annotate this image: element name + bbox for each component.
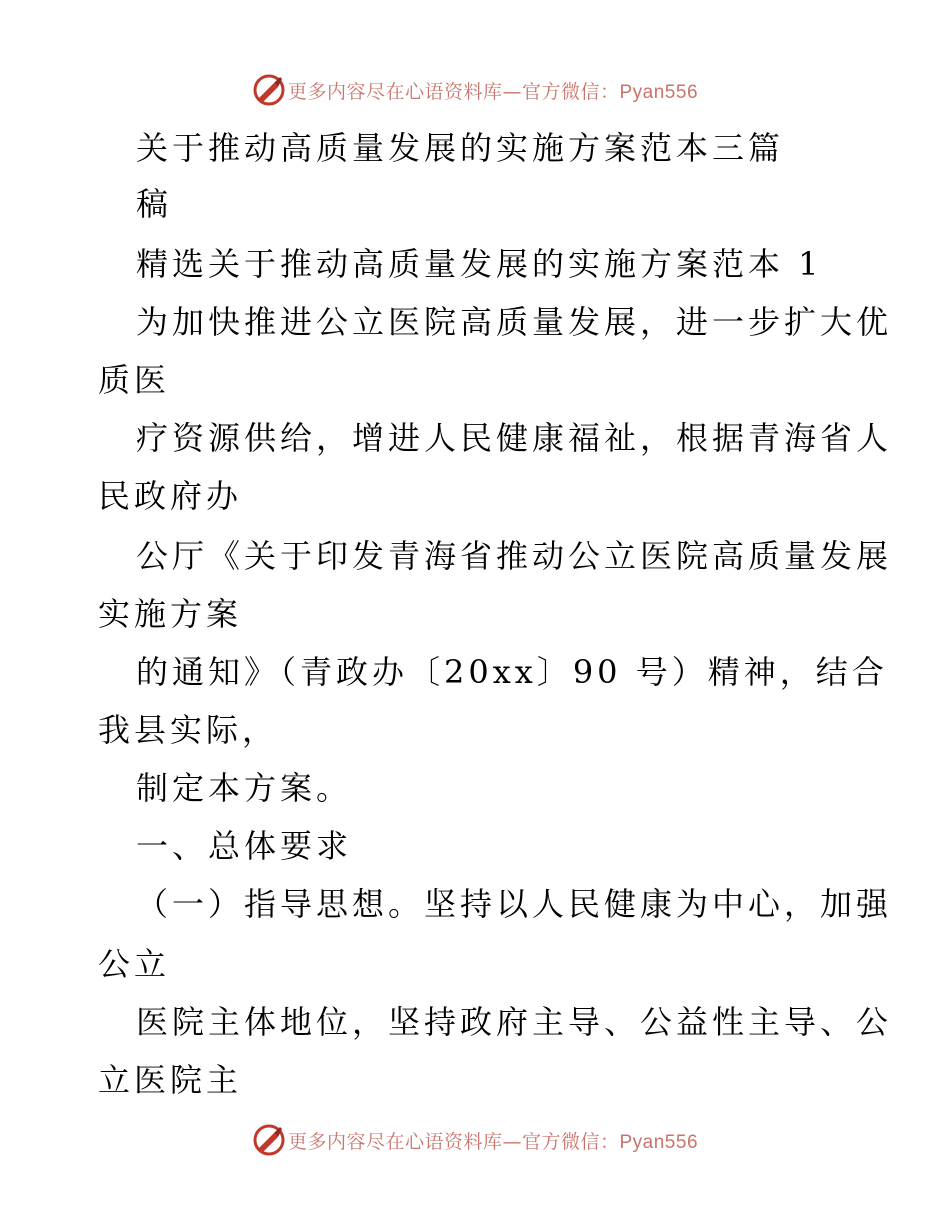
doc-title-cont: 稿 [136, 185, 173, 223]
paragraph-line: 医院主体地位，坚持政府主导、公益性主导、公 [136, 1003, 893, 1041]
paragraph-line: 制定本方案。 [136, 769, 353, 807]
paragraph-line: 立医院主 [98, 1061, 243, 1099]
pen-logo-icon [252, 1123, 286, 1157]
paragraph-line: 质医 [98, 361, 171, 399]
section-heading: 一、总体要求 [136, 827, 353, 865]
paragraph-line: 为加快推进公立医院高质量发展，进一步扩大优 [136, 303, 893, 341]
doc-title: 关于推动高质量发展的实施方案范本三篇 [136, 129, 785, 167]
footer-banner-text: 更多内容尽在心语资料库—官方微信：Pyan556 [287, 1130, 699, 1153]
footer-banner-id: Pyan556 [619, 1131, 699, 1153]
paragraph-line: 疗资源供给，增进人民健康福祉，根据青海省人 [136, 419, 893, 457]
paragraph-line: 实施方案 [98, 595, 243, 633]
footer-banner [0, 1120, 950, 1160]
paragraph-line: 民政府办 [98, 477, 243, 515]
paragraph-line: 公厅《关于印发青海省推动公立医院高质量发展 [136, 537, 893, 575]
paragraph-line: 的通知》（青政办〔20xx〕90 号）精神，结合 [136, 653, 888, 691]
paragraph-line: 公立 [98, 945, 171, 983]
header-banner-id: Pyan556 [619, 81, 699, 103]
paragraph-line: 我县实际， [98, 711, 279, 749]
paragraph-line: （一）指导思想。坚持以人民健康为中心，加强 [136, 885, 893, 923]
header-banner-text: 更多内容尽在心语资料库—官方微信：Pyan556 [287, 80, 699, 103]
section-heading: 精选关于推动高质量发展的实施方案范本 1 [136, 245, 823, 283]
